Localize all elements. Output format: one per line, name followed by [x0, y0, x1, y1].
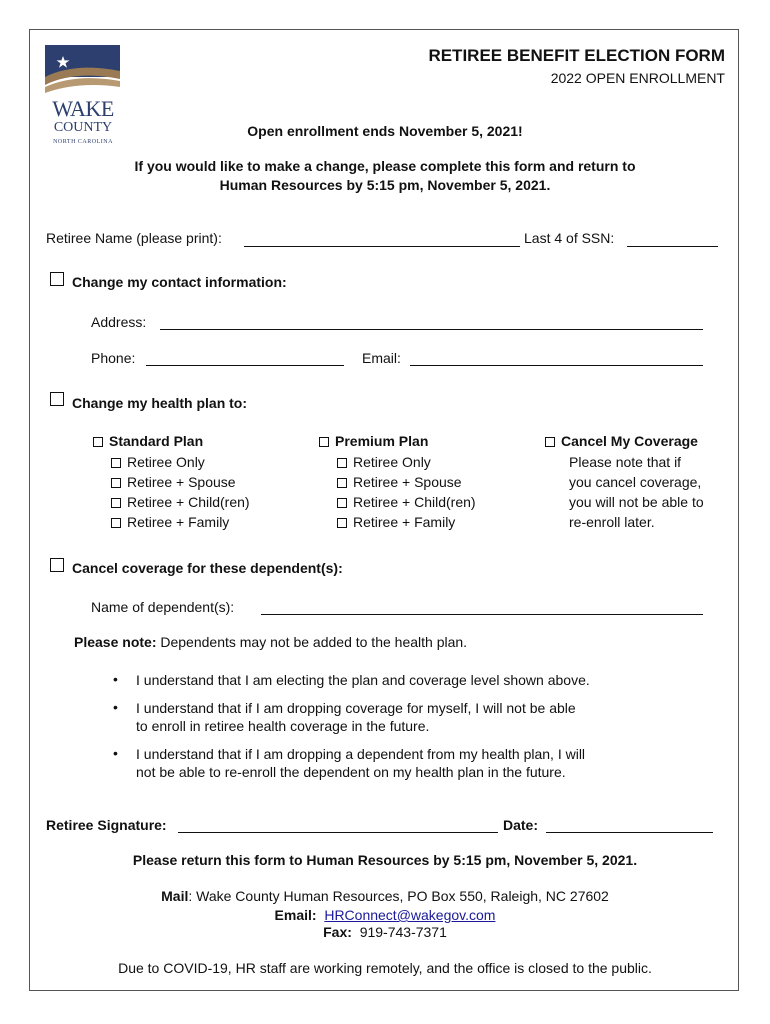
- premium-plan-checkbox[interactable]: [319, 437, 329, 447]
- fax-contact: Fax: 919-743-7371: [323, 924, 447, 940]
- checkbox[interactable]: [111, 478, 121, 488]
- mail-address: Mail: Wake County Human Resources, PO Box 550, Raleigh, NC 27602: [161, 888, 609, 904]
- cancel-note-line: you cancel coverage,: [569, 474, 702, 490]
- acknowledgement-1: I understand that I am electing the plan and coverage level shown above.: [136, 672, 590, 688]
- hr-email-link[interactable]: HRConnect@wakegov.com: [324, 907, 496, 923]
- address-field[interactable]: [160, 329, 703, 330]
- signature-label: Retiree Signature:: [46, 817, 167, 833]
- change-contact-checkbox[interactable]: [50, 272, 64, 286]
- email-label: Email:: [362, 350, 401, 366]
- checkbox[interactable]: [337, 478, 347, 488]
- checkbox[interactable]: [337, 498, 347, 508]
- logo-word-wake: WAKE: [52, 96, 114, 121]
- return-instructions: Please return this form to Human Resources by 5:15 pm, November 5, 2021.: [132, 852, 638, 868]
- bullet-icon: •: [113, 699, 118, 715]
- standard-retiree-children-option[interactable]: Retiree + Child(ren): [111, 494, 250, 510]
- bullet-icon: •: [113, 745, 118, 761]
- phone-field[interactable]: [146, 365, 344, 366]
- acknowledgement-3: I understand that if I am dropping a dependent from my health plan, I will not be able to re-enroll the dependent on my health plan in the future.: [136, 746, 586, 780]
- signature-field[interactable]: [178, 832, 498, 833]
- cancel-note-line: you will not be able to: [569, 494, 704, 510]
- premium-plan-option[interactable]: Premium Plan: [319, 433, 428, 449]
- change-plan-checkbox[interactable]: [50, 392, 64, 406]
- checkbox[interactable]: [111, 518, 121, 528]
- standard-plan-checkbox[interactable]: [93, 437, 103, 447]
- retiree-name-field[interactable]: [244, 246, 520, 247]
- dependent-name-label: Name of dependent(s):: [91, 599, 235, 615]
- instructions-line-2: Human Resources by 5:15 pm, November 5, 2021.: [219, 177, 551, 193]
- date-field[interactable]: [546, 832, 713, 833]
- cancel-note-line: Please note that if: [569, 454, 682, 470]
- logo-word-state: NORTH CAROLINA: [53, 139, 113, 145]
- covid-note: Due to COVID-19, HR staff are working remotely, and the office is closed to the public.: [118, 960, 652, 976]
- email-contact: Email: HRConnect@wakegov.com: [274, 907, 496, 923]
- bullet-icon: •: [113, 671, 118, 687]
- form-subtitle: 2022 OPEN ENROLLMENT: [550, 70, 725, 86]
- premium-retiree-only-option[interactable]: Retiree Only: [337, 454, 431, 470]
- change-contact-heading: Change my contact information:: [72, 274, 287, 290]
- logo-word-county: COUNTY: [53, 120, 113, 135]
- cancel-dependents-checkbox[interactable]: [50, 558, 64, 572]
- checkbox[interactable]: [337, 458, 347, 468]
- ssn-field[interactable]: [627, 246, 718, 247]
- standard-plan-option[interactable]: Standard Plan: [93, 433, 203, 449]
- cancel-coverage-option[interactable]: Cancel My Coverage: [545, 433, 698, 449]
- standard-retiree-spouse-option[interactable]: Retiree + Spouse: [111, 474, 236, 490]
- dependent-name-field[interactable]: [261, 614, 703, 615]
- cancel-coverage-checkbox[interactable]: [545, 437, 555, 447]
- phone-label: Phone:: [91, 350, 136, 366]
- acknowledgement-2: I understand that if I am dropping coverage for myself, I will not be able to enroll in retiree health coverage in the future.: [136, 700, 576, 734]
- checkbox[interactable]: [111, 458, 121, 468]
- checkbox[interactable]: [111, 498, 121, 508]
- change-plan-heading: Change my health plan to:: [72, 395, 248, 411]
- email-field[interactable]: [410, 365, 703, 366]
- premium-retiree-spouse-option[interactable]: Retiree + Spouse: [337, 474, 462, 490]
- instructions-line-1: If you would like to make a change, please complete this form and return to: [134, 158, 636, 174]
- retiree-name-label: Retiree Name (please print):: [46, 230, 222, 246]
- premium-retiree-children-option[interactable]: Retiree + Child(ren): [337, 494, 476, 510]
- cancel-note-line: re-enroll later.: [569, 514, 655, 530]
- date-label: Date:: [503, 817, 539, 833]
- deadline-notice: Open enrollment ends November 5, 2021!: [247, 123, 523, 139]
- standard-retiree-only-option[interactable]: Retiree Only: [111, 454, 205, 470]
- dependents-note: Please note: Dependents may not be added to the health plan.: [74, 634, 468, 650]
- standard-retiree-family-option[interactable]: Retiree + Family: [111, 514, 229, 530]
- address-label: Address:: [91, 314, 147, 330]
- premium-retiree-family-option[interactable]: Retiree + Family: [337, 514, 455, 530]
- form-title: RETIREE BENEFIT ELECTION FORM: [428, 46, 725, 65]
- ssn-label: Last 4 of SSN:: [524, 230, 615, 246]
- checkbox[interactable]: [337, 518, 347, 528]
- cancel-dependents-heading: Cancel coverage for these dependent(s):: [72, 560, 343, 576]
